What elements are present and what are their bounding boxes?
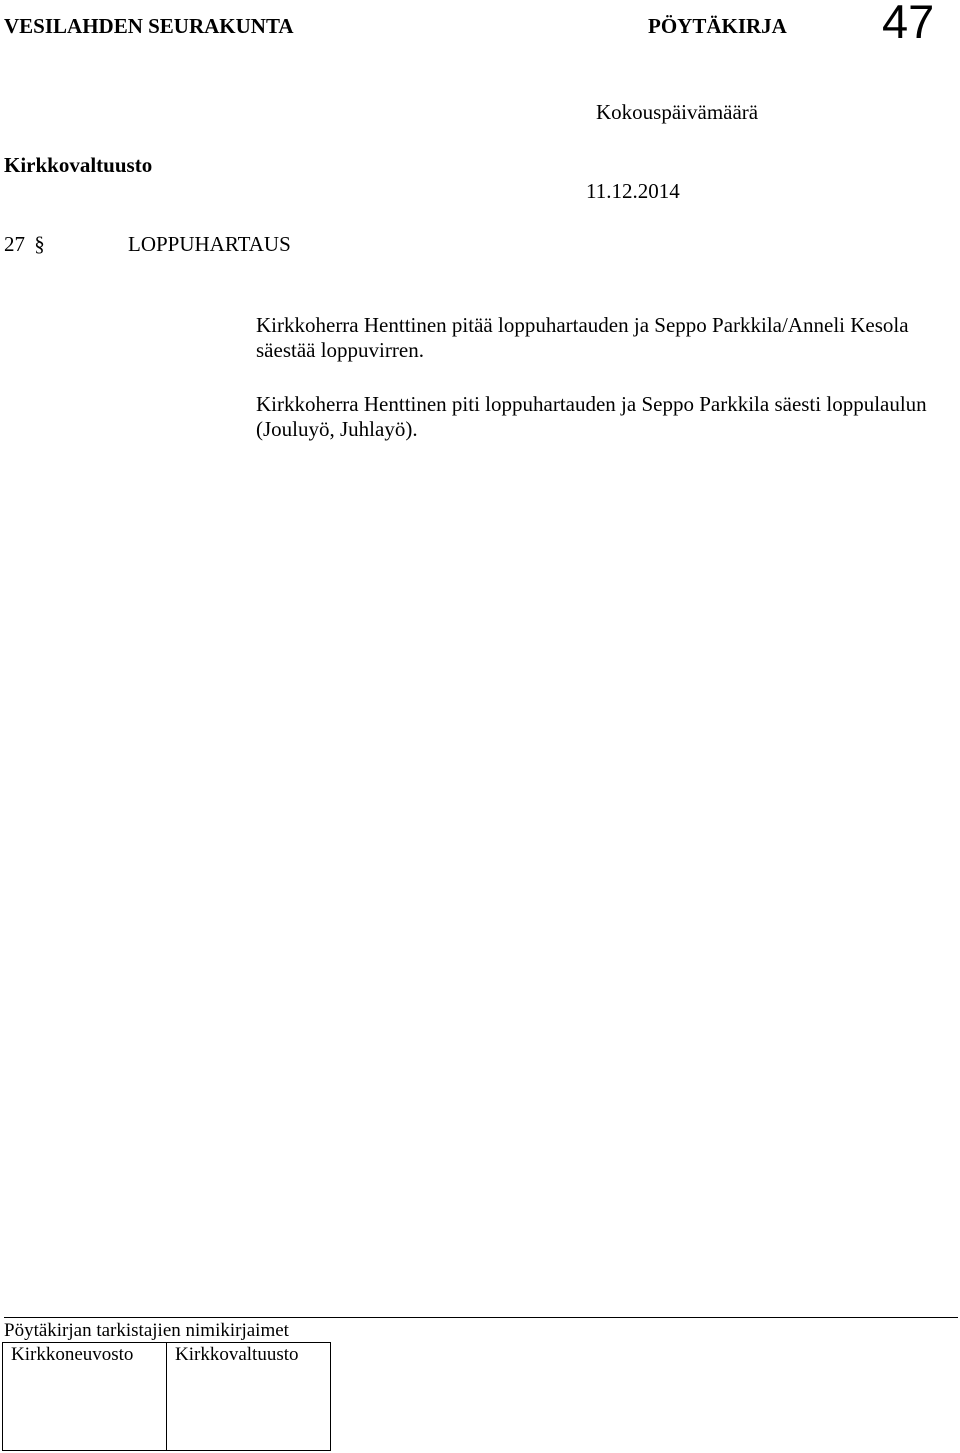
section-title: LOPPUHARTAUS: [128, 232, 291, 256]
initials-box-label: Kirkkovaltuusto: [175, 1344, 299, 1365]
meeting-date: 11.12.2014: [586, 179, 680, 203]
governing-body: Kirkkovaltuusto: [4, 153, 153, 177]
section-symbol: §: [34, 232, 45, 256]
footer-divider: [4, 1317, 958, 1318]
meeting-date-label: Kokouspäivämäärä: [596, 100, 759, 124]
document-type: PÖYTÄKIRJA: [648, 14, 787, 38]
initials-box-kirkkoneuvosto: [2, 1342, 167, 1451]
initials-box-kirkkovaltuusto: [166, 1342, 331, 1451]
section-number-value: 27: [4, 232, 25, 256]
footer-title: Pöytäkirjan tarkistajien nimikirjaimet: [4, 1320, 289, 1341]
page-number: 47: [882, 0, 935, 48]
organization-name: VESILAHDEN SEURAKUNTA: [4, 14, 294, 38]
decision-paragraph: Kirkkoherra Henttinen piti loppuhartauden ja Seppo Parkkila säesti loppulaulun (Jouluyö, Juhlayö).: [256, 392, 927, 441]
section-number: [4, 232, 45, 257]
proposal-paragraph: Kirkkoherra Henttinen pitää loppuhartauden ja Seppo Parkkila/Anneli Kesola säestää loppuvirren.: [256, 313, 909, 362]
initials-box-label: Kirkkoneuvosto: [11, 1344, 134, 1365]
